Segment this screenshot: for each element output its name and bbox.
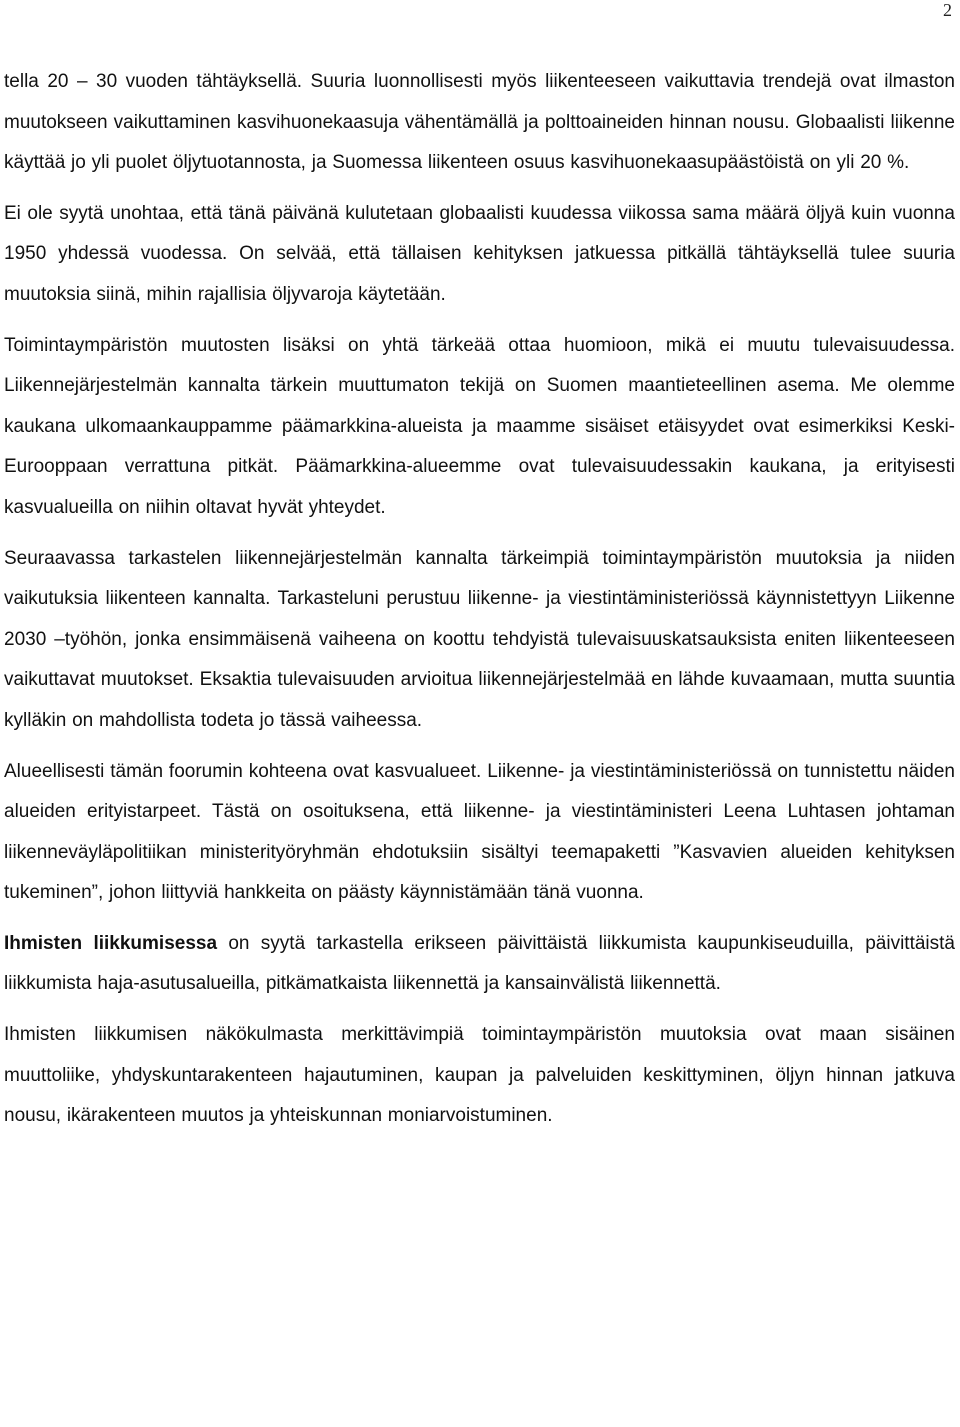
paragraph-growth-areas: Alueellisesti tämän foorumin kohteena ovat kasvualueet. Liikenne- ja viestintäministeriössä on tunnistettu näiden alueiden erityistarpeet. Tästä on osoituksena, että liikenne- ja viestintäministeri Leena Luhtasen johtaman liikenneväyläpolitiikan ministerityöryhmän ehdotuksiin sisältyi teemapaketti ”Kasvavien alueiden kehityksen tukeminen”, johon liittyviä hankkeita on päästy käynnistämään tänä vuonna. <box>4 760 955 904</box>
paragraph-geography: Toimintaympäristön muutosten lisäksi on yhtä tärkeää ottaa huomioon, mikä ei muutu tulevaisuudessa. Liikennejärjestelmän kannalta tärkein muuttumaton tekijä on Suomen maantieteellinen asema. Me olemme kaukana ulkomaankauppamme päämarkkina-alueista ja maamme sisäiset etäisyydet ovat esimerkiksi Keski-Eurooppaan verrattuna pitkät. Päämarkkina-alueemme ovat tulevaisuudessakin kaukana, ja erityisesti kasvualueilla on niihin oltavat hyvät yhteydet. <box>4 334 955 518</box>
paragraph-trends: tella 20 – 30 vuoden tähtäyksellä. Suuria luonnollisesti myös liikenteeseen vaikuttavia trendejä ovat ilmaston muutokseen vaikuttaminen kasvihuonekaasuja vähentämällä ja polttoaineiden hinnan nousu. Globaalisti liikenne käyttää jo yli puolet öljytuotannosta, ja Suomessa liikenteen osuus kasvihuonekaasupäästöistä on yli 20 %. <box>4 71 955 174</box>
page-number: 2 <box>943 0 952 20</box>
paragraph-lead-bold: Ihmisten liikkumisessa <box>4 932 218 954</box>
paragraph-mobility-text: on syytä tarkastella erikseen päivittäistä liikkumista kaupunkiseuduilla, päivittäistä liikkumista haja-asutusalueilla, pitkämatkaista liikennettä ja kansainvälistä liikennettä. <box>4 932 955 995</box>
paragraph-review-basis: Seuraavassa tarkastelen liikennejärjestelmän kannalta tärkeimpiä toimintaympäristön muutoksia ja niiden vaikutuksia liikenteen kannalta. Tarkasteluni perustuu liikenne- ja viestintäministeriössä käynnistettyyn Liikenne 2030 –työhön, jonka ensimmäisenä vaiheena on koottu tehdyistä tulevaisuuskatsauksista eniten liikenteeseen vaikuttavat muutokset. Eksaktia tulevaisuuden arvioitua liikennejärjestelmää en lähde kuvaamaan, mutta suuntia kylläkin on mahdollista todeta jo tässä vaiheessa. <box>4 547 955 731</box>
document-body <box>4 62 955 1147</box>
paragraph-mobility <box>4 924 955 1005</box>
paragraph-environment-changes: Ihmisten liikkumisen näkökulmasta merkittävimpiä toimintaympäristön muutoksia ovat maan sisäinen muuttoliike, yhdyskuntarakenteen hajautuminen, kaupan ja palveluiden keskittyminen, öljyn hinnan jatkuva nousu, ikärakenteen muutos ja yhteiskunnan moniarvoistuminen. <box>4 1024 955 1127</box>
paragraph-oil-consumption: Ei ole syytä unohtaa, että tänä päivänä kulutetaan globaalisti kuudessa viikossa sama määrä öljyä kuin vuonna 1950 yhdessä vuodessa. On selvää, että tällaisen kehityksen jatkuessa pitkällä tähtäyksellä tulee suuria muutoksia siinä, mihin rajallisia öljyvaroja käytetään. <box>4 202 955 305</box>
